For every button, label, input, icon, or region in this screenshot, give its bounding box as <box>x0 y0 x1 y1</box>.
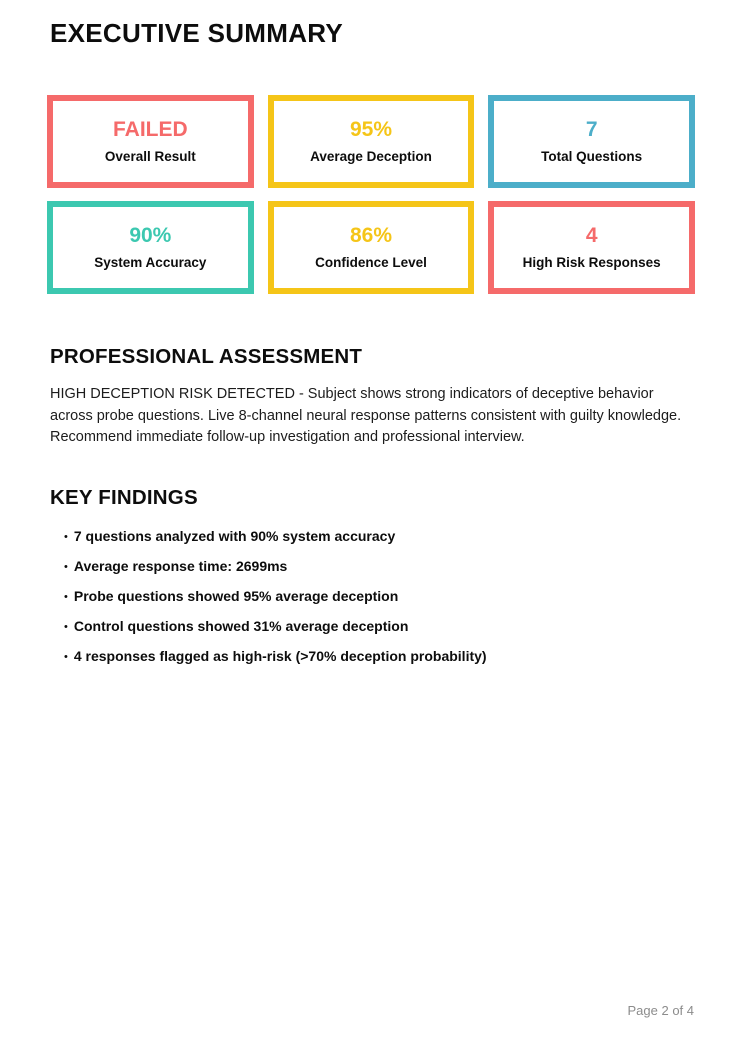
key-finding-text: Control questions showed 31% average deception <box>73 617 409 634</box>
stat-cards-grid <box>47 95 695 294</box>
stat-card <box>268 95 475 188</box>
bullet-icon: • <box>64 530 68 543</box>
key-finding-text: 7 questions analyzed with 90% system accuracy <box>73 527 396 544</box>
stat-card <box>47 201 254 294</box>
professional-assessment-text: HIGH DECEPTION RISK DETECTED - Subject shows strong indicators of deceptive behavior across probe questions. Live 8-channel neural response patterns consistent with guilty knowledge. Recommend immediate follow-up investigation and professional interview. <box>50 386 682 445</box>
stat-card-value: 90% <box>129 224 172 247</box>
key-findings-list <box>50 529 695 665</box>
bullet-icon: • <box>64 560 68 573</box>
key-finding-item <box>64 619 695 635</box>
key-finding-item <box>64 649 695 665</box>
page-title: EXECUTIVE SUMMARY <box>50 18 344 48</box>
stat-card <box>268 201 475 294</box>
bullet-icon: • <box>64 620 68 633</box>
key-finding-text: Probe questions showed 95% average deception <box>73 587 399 604</box>
key-finding-text: Average response time: 2699ms <box>73 557 288 574</box>
stat-card <box>488 95 695 188</box>
stat-card-label: Total Questions <box>541 149 643 164</box>
stat-card-value: 95% <box>349 118 392 141</box>
stat-card <box>47 95 254 188</box>
key-findings-heading: KEY FINDINGS <box>50 485 198 509</box>
professional-assessment-heading: PROFESSIONAL ASSESSMENT <box>50 345 363 368</box>
stat-card <box>488 201 695 294</box>
key-finding-item <box>64 589 695 605</box>
stat-card-label: High Risk Responses <box>522 255 661 270</box>
key-finding-item <box>64 529 695 545</box>
stat-card-value: FAILED <box>112 118 188 141</box>
page-number: Page 2 of 4 <box>627 1003 694 1018</box>
stat-card-value: 86% <box>349 224 392 247</box>
stat-card-label: System Accuracy <box>94 255 207 270</box>
stat-card-value: 7 <box>585 118 598 141</box>
stat-card-value: 4 <box>585 224 598 247</box>
stat-card-label: Confidence Level <box>315 255 427 270</box>
page-content <box>47 0 695 665</box>
bullet-icon: • <box>64 650 68 663</box>
key-finding-item <box>64 559 695 575</box>
stat-card-label: Overall Result <box>104 149 196 164</box>
stat-card-label: Average Deception <box>310 149 432 164</box>
bullet-icon: • <box>64 590 68 603</box>
key-finding-text: 4 responses flagged as high-risk (>70% deception probability) <box>73 647 487 664</box>
